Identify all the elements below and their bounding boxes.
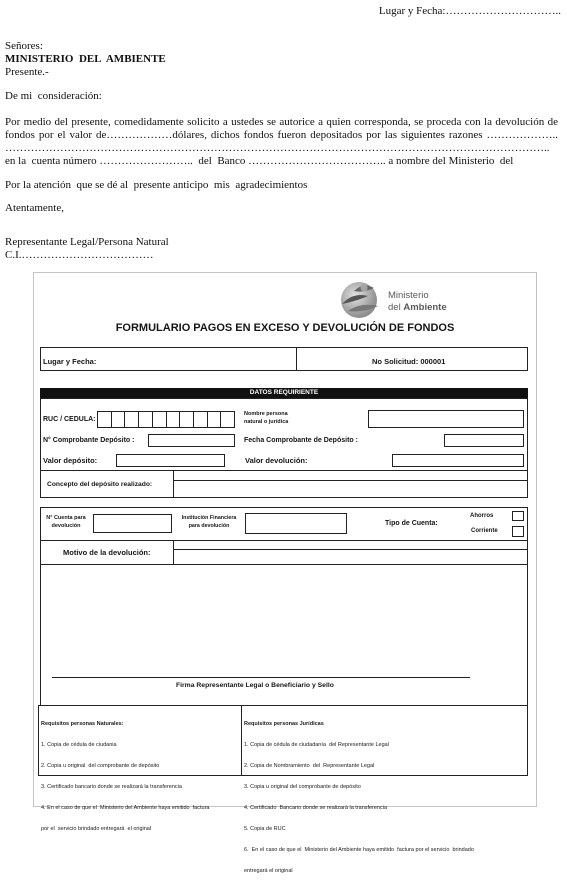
institution-field[interactable] <box>245 513 347 534</box>
requirements-natural-title: Requisitos personas Naturales: <box>41 721 124 727</box>
savings-checkbox[interactable] <box>512 511 524 521</box>
letter-body-line: en la cuenta número …………………….. del Banco ……………………………….. a nombre del Ministerio del <box>5 155 514 167</box>
reason-field[interactable] <box>174 541 527 550</box>
institution-label-line: para devolución <box>188 523 230 529</box>
letter-closing: Atentamente, <box>5 202 64 214</box>
requirement-item: 6. En el caso de que el Ministerio del Ambiente haya emitido factura por el servicio brindado <box>244 847 474 853</box>
requirement-item: 1. Copia de cédula de ciudadanía del Representante Legal <box>244 742 389 748</box>
concept-field[interactable] <box>174 471 527 481</box>
letter-id-line: C.I.……………………………… <box>5 249 154 261</box>
request-number-value: 000001 <box>420 357 446 366</box>
requirement-item: 4. Certificado Bancario donde se realizará la transferencia <box>244 805 388 811</box>
ruc-digit-cell[interactable] <box>194 412 208 427</box>
requirement-item: 4. En el caso de que el Ministerio del Ambiente haya emitido factura <box>41 805 210 811</box>
checking-label: Corriente <box>471 528 498 534</box>
requirements-legal-title: Requisitos personas Jurídicas <box>244 721 324 727</box>
request-number <box>372 357 445 366</box>
account-number-field[interactable] <box>93 514 172 533</box>
requirement-item: entregará el original <box>244 868 293 874</box>
name-label-line: Nombre persona <box>244 411 288 417</box>
requirement-item: 1. Copia de cédula de ciudania <box>41 742 117 748</box>
logo-title: Ministerio <box>388 290 429 301</box>
ruc-digit-cell[interactable] <box>167 412 181 427</box>
ruc-digit-cell[interactable] <box>221 412 234 427</box>
concept-label: Concepto del depósito realizado: <box>47 481 153 488</box>
requirements-divider <box>241 705 242 776</box>
requirements-natural <box>41 707 239 832</box>
form-title: FORMULARIO PAGOS EN EXCESO Y DEVOLUCIÓN DE FONDOS <box>115 322 455 334</box>
receipt-date-field[interactable] <box>444 434 524 447</box>
institution-label <box>174 514 244 530</box>
refund-value-label: Valor devolución: <box>245 456 308 465</box>
account-number-label <box>42 514 90 530</box>
logo-subtitle-prefix: del <box>388 302 401 313</box>
signature-line[interactable] <box>52 677 470 678</box>
ministry-emblem-icon <box>333 279 385 321</box>
name-label-line: natural o jurídica <box>244 418 289 425</box>
ruc-digit-cell[interactable] <box>180 412 194 427</box>
ruc-digit-cell[interactable] <box>125 412 139 427</box>
letter-body-line: fondos por el valor de………………dólares, dichos fondos fueron depositados por las siguientes razones ……………….. <box>5 129 558 141</box>
account-number-label-line: devolución <box>51 523 81 529</box>
requirements-legal <box>244 707 527 874</box>
request-number-label: No Solicitud: <box>372 357 419 366</box>
requirement-item: por el servicio brindado entregará el original <box>41 826 152 832</box>
letter-body-line: ………………………………………………………………………………………………………………………………….. <box>5 142 550 154</box>
deposit-value-field[interactable] <box>116 454 225 467</box>
receipt-date-label: Fecha Comprobante de Depósito : <box>244 437 358 444</box>
logo-subtitle <box>388 302 447 313</box>
ruc-digit-cell[interactable] <box>208 412 222 427</box>
letter-body-line: Por medio del presente, comedidamente solicito a ustedes se autorice a quien corresponda, se proceda con la devolución de <box>5 116 558 128</box>
logo-subtitle-name: Ambiente <box>403 302 447 313</box>
ruc-digit-cell[interactable] <box>153 412 167 427</box>
account-number-label-line: N° Cuenta para <box>46 515 86 521</box>
institution-label-line: Institución Financiera <box>181 515 237 521</box>
account-type-label: Tipo de Cuenta: <box>385 520 438 527</box>
name-field[interactable] <box>368 410 524 428</box>
letter-salutation: Señores: <box>5 40 43 52</box>
ruc-digit-cell[interactable] <box>112 412 126 427</box>
section-header-bar: DATOS REQUIRIENTE <box>40 388 528 398</box>
letter-place-date: Lugar y Fecha:………………………….. <box>378 5 561 17</box>
receipt-number-field[interactable] <box>148 434 235 447</box>
letter-recipient: MINISTERIO DEL AMBIENTE <box>5 53 166 65</box>
letter-signer: Representante Legal/Persona Natural <box>5 236 169 248</box>
reason-label: Motivo de la devolución: <box>63 548 151 557</box>
refund-value-field[interactable] <box>392 454 524 467</box>
signature-label: Firma Representante Legal o Beneficiario y Sello <box>176 682 334 689</box>
requirement-item: 3. Certificado bancario donde se realizará la transferencia <box>41 784 182 790</box>
header-info-row <box>40 347 528 371</box>
receipt-number-label: N° Comprobante Depósito : <box>43 437 135 444</box>
requirement-item: 5. Copia de RUC <box>244 826 286 832</box>
form-place-date-label: Lugar y Fecha: <box>43 357 97 366</box>
ruc-label: RUC / CEDULA: <box>43 416 96 423</box>
letter-presente: Presente.- <box>5 66 49 78</box>
name-label <box>244 411 288 426</box>
letter-thanks: Por la atención que se dé al presente anticipo mis agradecimientos <box>5 179 308 191</box>
savings-label: Ahorros <box>470 513 494 519</box>
letter-greeting: De mi consideración: <box>5 90 102 102</box>
header-info-divider <box>296 347 297 371</box>
requirement-item: 3. Copia u original del comprobante de depósito <box>244 784 361 790</box>
ruc-digit-grid <box>97 411 235 428</box>
requirement-item: 2. Copia de Nombramiento del Representante Legal <box>244 763 375 769</box>
ruc-digit-cell[interactable] <box>139 412 153 427</box>
requirement-item: 2. Copia u original del comprobante de depósito <box>41 763 160 769</box>
ruc-digit-cell[interactable] <box>98 412 112 427</box>
checking-checkbox[interactable] <box>512 526 524 537</box>
deposit-value-label: Valor depósito: <box>43 456 98 465</box>
